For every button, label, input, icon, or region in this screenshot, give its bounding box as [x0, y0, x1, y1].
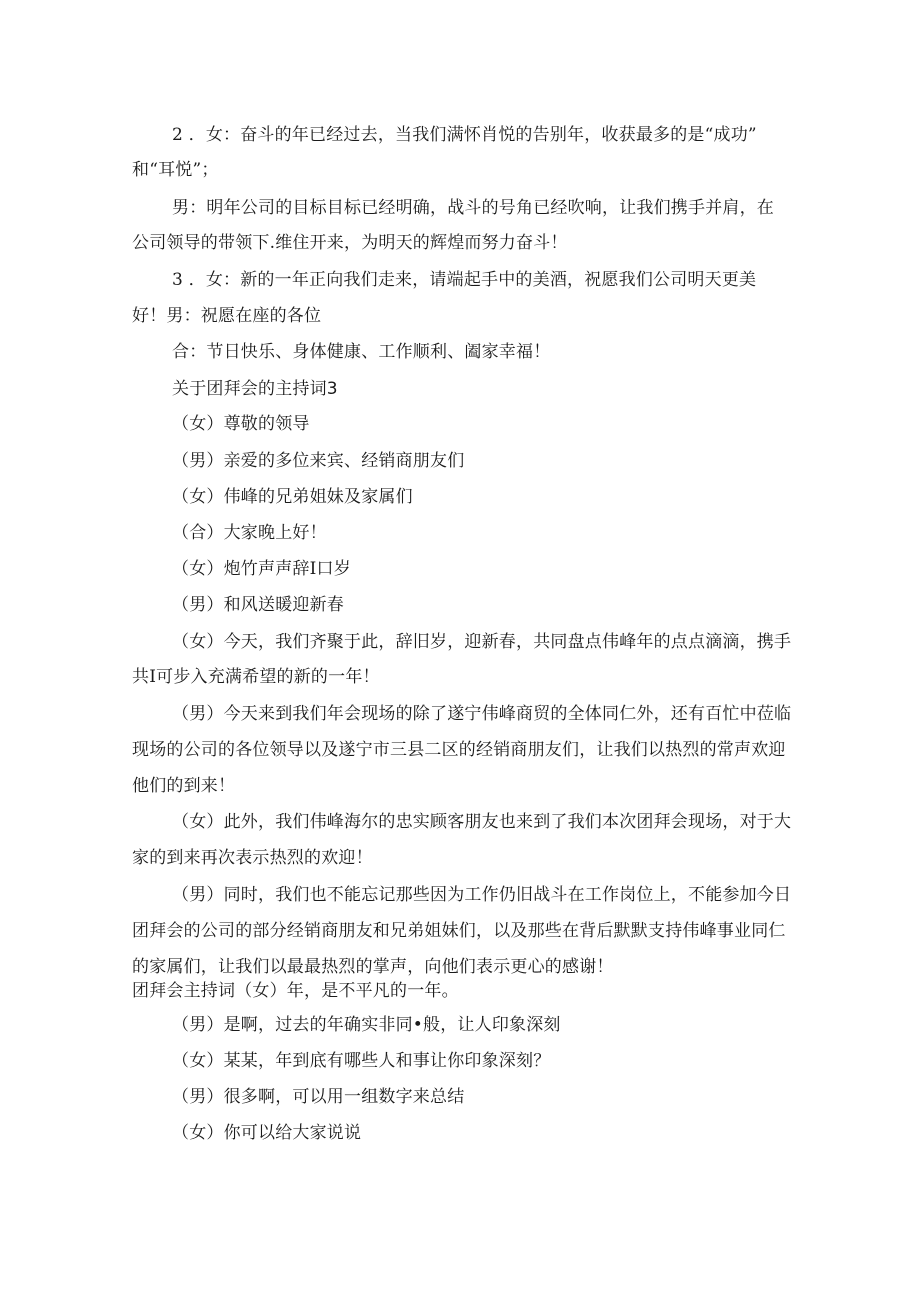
paragraph-line: 3 ．女：新的一年正向我们走来，请端起手中的美酒，祝愿我们公司明天更美: [172, 270, 757, 290]
paragraph-line: （女）今天，我们齐聚于此，辞旧岁，迎新春，共同盘点伟峰年的点点滴滴，携手: [172, 632, 792, 652]
paragraph-line: （女）你可以给大家说说: [172, 1123, 362, 1143]
paragraph-line: （男）同时，我们也不能忘记那些因为工作仍旧战斗在工作岗位上，不能参加今日: [172, 885, 792, 905]
paragraph-line: 男：明年公司的目标目标已经明确，战斗的号角已经吹响，让我们携手并肩，在: [172, 198, 774, 218]
paragraph-line: 2 ．女：奋斗的年已经过去，当我们满怀肖悦的告别年，收获最多的是“成功”: [172, 125, 757, 145]
paragraph-line: 现场的公司的各位领导以及遂宁市三县二区的经销商朋友们，让我们以热烈的常声欢迎: [132, 740, 786, 760]
section-heading: 关于团拜会的主持词3: [172, 379, 338, 399]
paragraph-line: （男）很多啊，可以用一组数字来总结: [172, 1087, 465, 1107]
paragraph-line: （男）今天来到我们年会现场的除了遂宁伟峰商贸的全体同仁外，还有百忙中莅临: [172, 704, 792, 724]
paragraph-line: （合）大家晚上好！: [172, 523, 327, 543]
paragraph-line: （女）伟峰的兄弟姐妹及家属们: [172, 487, 413, 507]
paragraph-line: 的家属们，让我们以最最热烈的掌声，向他们表示更心的感谢！: [132, 957, 614, 977]
paragraph-line: 团拜会的公司的部分经销商朋友和兄弟姐妹们，以及那些在背后默默支持伟峰事业同仁: [132, 921, 786, 941]
paragraph-line: 公司领导的带领下.维住开来，为明天的辉煌而努力奋斗！: [132, 233, 568, 253]
paragraph-line: （男）亲爱的多位来宾、经销商朋友们: [172, 451, 465, 471]
paragraph-line: 和“耳悦”；: [132, 160, 219, 180]
paragraph-line: 合：节日快乐、身体健康、工作顺利、阖家幸福！: [172, 342, 551, 362]
paragraph-line: 好！男：祝愿在座的各位: [132, 306, 322, 326]
paragraph-line: （女）炮竹声声辞I口岁: [172, 559, 351, 579]
paragraph-line: （男）和风送暖迎新春: [172, 595, 344, 615]
paragraph-line: 共I可步入充满希望的新的一年！: [132, 667, 380, 687]
paragraph-line: 团拜会主持词（女）年，是不平凡的一年。: [132, 981, 459, 1001]
paragraph-line: 他们的到来！: [132, 776, 236, 796]
paragraph-line: （女）某某，年到底有哪些人和事让你印象深刻？: [172, 1051, 551, 1071]
paragraph-line: 家的到来再次表示热烈的欢迎！: [132, 848, 373, 868]
paragraph-line: （女）尊敬的领导: [172, 414, 310, 434]
paragraph-line: （男）是啊，过去的年确实非同•般，让人印象深刻: [172, 1015, 561, 1035]
paragraph-line: （女）此外，我们伟峰海尔的忠实顾客朋友也来到了我们本次团拜会现场，对于大: [172, 812, 792, 832]
